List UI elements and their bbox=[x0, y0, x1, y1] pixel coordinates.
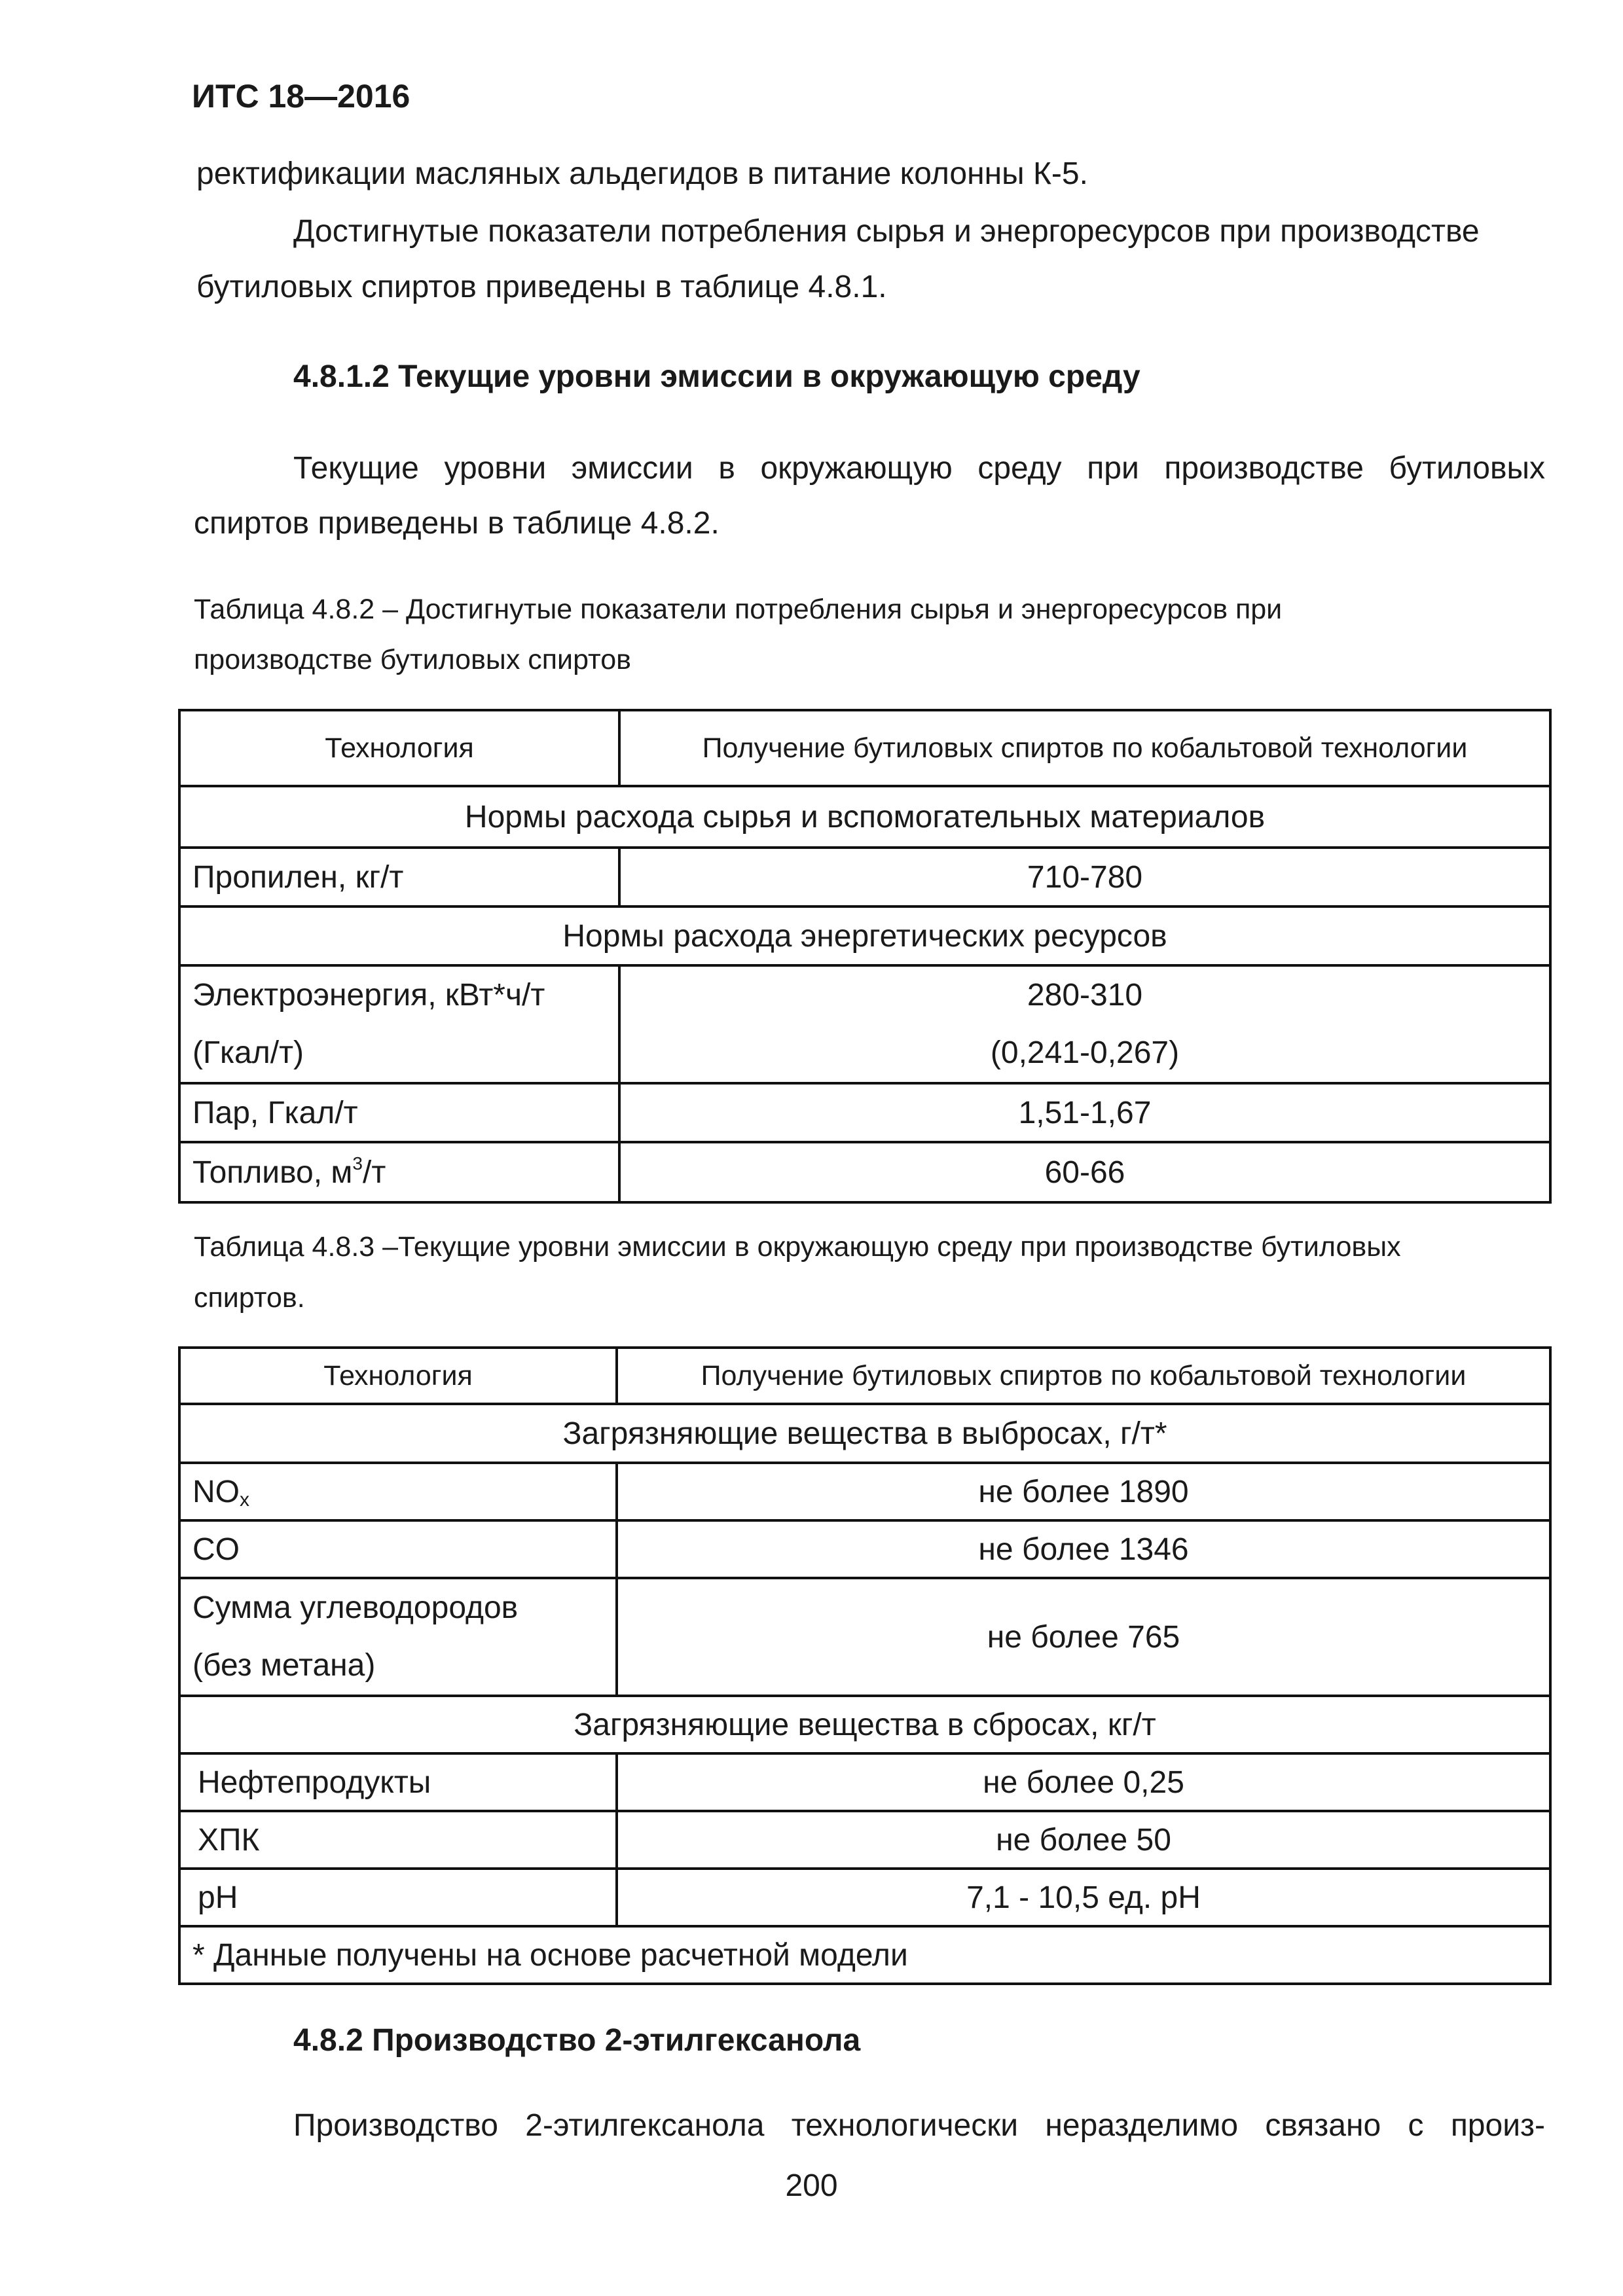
table-row bbox=[179, 848, 1550, 906]
table-2-caption-line-1: Таблица 4.8.3 –Текущие уровни эмиссии в окружающую среду при производстве бутиловых bbox=[194, 1231, 1401, 1263]
table-2-oil-value: не более 0,25 bbox=[617, 1753, 1550, 1811]
paragraph-3-line-1: Текущие уровни эмиссии в окружающую среду при производстве бутиловых bbox=[293, 451, 1545, 486]
table-emissions bbox=[178, 1346, 1552, 1985]
section-heading-4-8-1-2: 4.8.1.2 Текущие уровни эмиссии в окружающую среду bbox=[293, 359, 1140, 394]
table-2-hydrocarbons-value: не более 765 bbox=[617, 1578, 1550, 1696]
table-row bbox=[179, 1142, 1550, 1202]
table-2-oil-label: Нефтепродукты bbox=[179, 1753, 617, 1811]
table-2-co-value: не более 1346 bbox=[617, 1520, 1550, 1578]
paragraph-2-line-1: Достигнутые показатели потребления сырья и энергоресурсов при производстве bbox=[293, 214, 1480, 249]
table-1-fuel-label bbox=[179, 1142, 619, 1202]
section-heading-4-8-2: 4.8.2 Производство 2-этилгексанола bbox=[293, 2023, 861, 2058]
table-2-hydrocarbons-label-note: (без метана) bbox=[192, 1648, 376, 1683]
table-2-cod-label: ХПК bbox=[179, 1811, 617, 1869]
table-1-caption-line-2: производстве бутиловых спиртов bbox=[194, 644, 632, 675]
table-2-header-technology: Технология bbox=[179, 1348, 617, 1404]
fuel-label-suffix: /т bbox=[362, 1155, 386, 1190]
table-1-header-technology: Технология bbox=[179, 710, 619, 786]
table-2-co-label: CO bbox=[179, 1520, 617, 1578]
table-1-propylene-label: Пропилен, кг/т bbox=[179, 848, 619, 906]
table-2-hydrocarbons-label: Сумма углеводородов bbox=[192, 1590, 519, 1625]
table-2-ph-label: pH bbox=[179, 1869, 617, 1926]
table-1-electricity-value-gcal: (0,241-0,267) bbox=[990, 1035, 1180, 1070]
table-1-electricity-value: 280-310 bbox=[1027, 978, 1143, 1013]
paragraph-3-line-2: спиртов приведены в таблице 4.8.2. bbox=[194, 506, 720, 541]
nox-label-subscript: x bbox=[240, 1488, 249, 1511]
table-1-caption-line-1: Таблица 4.8.2 – Достигнутые показатели потребления сырья и энергоресурсов при bbox=[194, 594, 1283, 625]
table-1-section-materials: Нормы расхода сырья и вспомогательных материалов bbox=[179, 786, 1550, 848]
table-2-header-process: Получение бутиловых спиртов по кобальтовой технологии bbox=[617, 1348, 1550, 1404]
table-row bbox=[179, 1083, 1550, 1142]
table-2-section-air: Загрязняющие вещества в выбросах, г/т* bbox=[179, 1404, 1550, 1463]
table-row bbox=[179, 1753, 1550, 1811]
nox-label-text: NO bbox=[192, 1474, 240, 1509]
table-2-section-water: Загрязняющие вещества в сбросах, кг/т bbox=[179, 1696, 1550, 1753]
table-row bbox=[179, 1811, 1550, 1869]
table-1-propylene-value: 710-780 bbox=[619, 848, 1550, 906]
paragraph-1: ректификации масляных альдегидов в питание колонны К-5. bbox=[196, 156, 1088, 191]
table-row bbox=[179, 1520, 1550, 1578]
table-2-footnote: * Данные получены на основе расчетной модели bbox=[179, 1926, 1550, 1984]
page-number: 200 bbox=[785, 2168, 838, 2203]
fuel-label-superscript: 3 bbox=[352, 1153, 363, 1174]
table-1-electricity-label-unit: (Гкал/т) bbox=[192, 1035, 304, 1070]
table-2-caption-line-2: спиртов. bbox=[194, 1282, 305, 1314]
table-2-nox-label bbox=[179, 1463, 617, 1520]
table-consumption bbox=[178, 709, 1552, 1204]
table-1-fuel-value: 60-66 bbox=[619, 1142, 1550, 1202]
table-1-section-energy: Нормы расхода энергетических ресурсов bbox=[179, 906, 1550, 965]
paragraph-4: Производство 2-этилгексанола технологически неразделимо связано с произ- bbox=[293, 2108, 1545, 2143]
table-1-header-process: Получение бутиловых спиртов по кобальтовой технологии bbox=[619, 710, 1550, 786]
table-row bbox=[179, 1869, 1550, 1926]
table-row bbox=[179, 1578, 1550, 1696]
table-1-steam-value: 1,51-1,67 bbox=[619, 1083, 1550, 1142]
table-2-cod-value: не более 50 bbox=[617, 1811, 1550, 1869]
table-1-electricity-label: Электроэнергия, кВт*ч/т bbox=[192, 978, 545, 1013]
table-1-steam-label: Пар, Гкал/т bbox=[179, 1083, 619, 1142]
table-2-nox-value: не более 1890 bbox=[617, 1463, 1550, 1520]
table-row bbox=[179, 1463, 1550, 1520]
fuel-label-text: Топливо, м bbox=[192, 1155, 353, 1190]
document-header: ИТС 18—2016 bbox=[192, 78, 410, 115]
paragraph-2-line-2: бутиловых спиртов приведены в таблице 4.8.1. bbox=[196, 270, 887, 304]
table-2-ph-value: 7,1 - 10,5 ед. pH bbox=[617, 1869, 1550, 1926]
table-row bbox=[179, 965, 1550, 1083]
